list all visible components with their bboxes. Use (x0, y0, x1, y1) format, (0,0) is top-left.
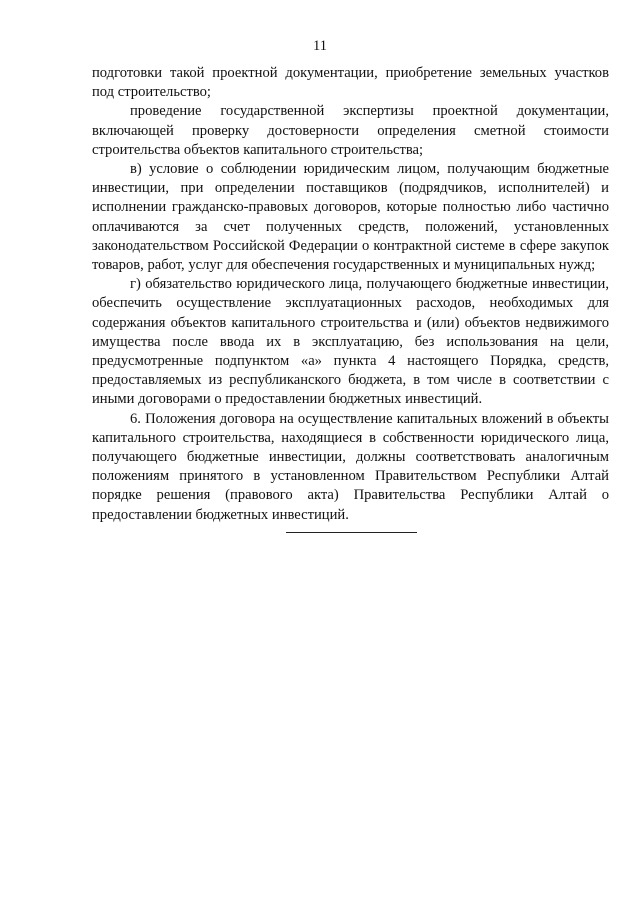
paragraph-point-6: 6. Положения договора на осуществление капитальных вложений в объекты капитального строительства, находящиеся в собственности юридического лица, получающего бюджетные инвестиции, должны соответствовать аналогичным положениям принятого в установленном Правительством Республики Алтай порядке решения (правового акта) Правительства Республики Алтай о предоставлении бюджетных инвестиций. (92, 410, 609, 523)
end-separator-line (286, 532, 417, 533)
paragraph-continuation: подготовки такой проектной документации, приобретение земельных участков под строительство; (92, 65, 609, 101)
paragraph-state-expertise: проведение государственной экспертизы проектной документации, включающей проверку достоверности определения сметной стоимости строительства объектов капитального строительства; (92, 103, 609, 158)
paragraph-item-v: в) условие о соблюдении юридическим лицом, получающим бюджетные инвестиции, при определении поставщиков (подрядчиков, исполнителей) и исполнении гражданско-правовых договоров, которые полностью либо частично оплачиваются за счет полученных средств, положений, установленных законодательством Российской Федерации о контрактной системе в сфере закупок товаров, работ, услуг для обеспечения государственных и муниципальных нужд; (92, 161, 609, 274)
document-body (92, 64, 609, 525)
page-number: 11 (313, 38, 327, 54)
paragraph-item-g: г) обязательство юридического лица, получающего бюджетные инвестиции, обеспечить осуществление эксплуатационных расходов, необходимых для содержания объектов капитального строительства и (или) объектов недвижимого имущества после ввода их в эксплуатацию, без использования на цели, предусмотренные подпунктом «а» пункта 4 настоящего Порядка, средств, предоставляемых из республиканского бюджета, в том числе в соответствии с иными договорами о предоставлении бюджетных инвестиций. (92, 276, 609, 408)
